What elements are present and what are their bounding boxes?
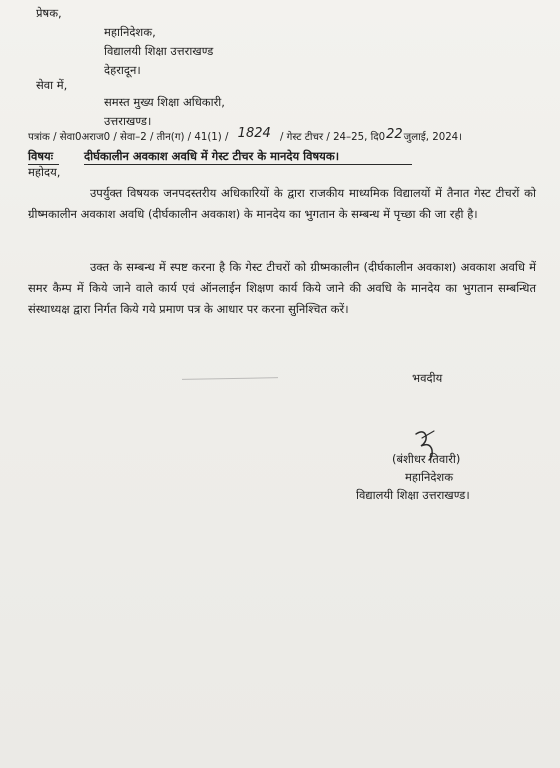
recipient-title: समस्त मुख्य शिक्षा अधिकारी, [104,95,225,109]
subject-text: दीर्घकालीन अवकाश अवधि में गेस्ट टीचर के मानदेय विषयक। [84,149,340,163]
sender-department: विद्यालयी शिक्षा उत्तराखण्ड [104,44,214,58]
closing: भवदीय [412,371,443,385]
subject-label: विषयः [28,149,54,163]
handwritten-letter-number: 1824 [237,126,271,141]
signatory-name: (बंशीधर तिवारी) [392,452,461,466]
reference-line [28,126,463,145]
subject-underline [84,164,412,165]
reference-prefix: पत्रांक / सेवा0अराज0 / सेवा–2 / तीन(ग) / 41(1) / [28,132,229,143]
sender-title: महानिदेशक, [104,25,156,39]
body-paragraph-2: उक्त के सम्बन्ध में स्पष्ट करना है कि गेस्ट टीचरों को ग्रीष्मकालीन (दीर्घकालीन अवकाश) अवकाश अवधि में समर कैम्प में किये जाने वाले कार्य एवं ऑनलाईन शिक्षण कार्य किये जाने की अवधि के मानदेय का भुगतान सम्बन्धित संस्थाध्यक्ष द्वारा निर्गत किये गये प्रमाण पत्र के आधार पर करना सुनिश्चित करें। [28,260,536,316]
recipient-label: सेवा में, [36,78,68,92]
reference-suffix: जुलाई, 2024। [403,132,463,143]
body-paragraph-1: उपर्युक्त विषयक जनपदस्तरीय अधिकारियों के द्वारा राजकीय माध्यमिक विद्यालयों में तैनात गेस्ट टीचरों को ग्रीष्मकालीन अवकाश अवधि (दीर्घकालीन अवकाश) के मानदेय का भुगतान के सम्बन्ध में पृच्छा की जा रही है। [28,186,536,221]
salutation: महोदय, [28,165,61,179]
reference-middle: / गेस्ट टीचर / 24–25, दि0 [280,132,386,143]
sender-city: देहरादून। [104,63,141,77]
sender-label: प्रेषक, [36,6,62,20]
recipient-state: उत्तराखण्ड। [104,114,152,128]
handwritten-date-day: 22 [386,127,403,142]
pen-smudge [182,377,278,380]
signatory-department: विद्यालयी शिक्षा उत्तराखण्ड। [356,488,470,502]
signatory-designation: महानिदेशक [405,470,454,484]
